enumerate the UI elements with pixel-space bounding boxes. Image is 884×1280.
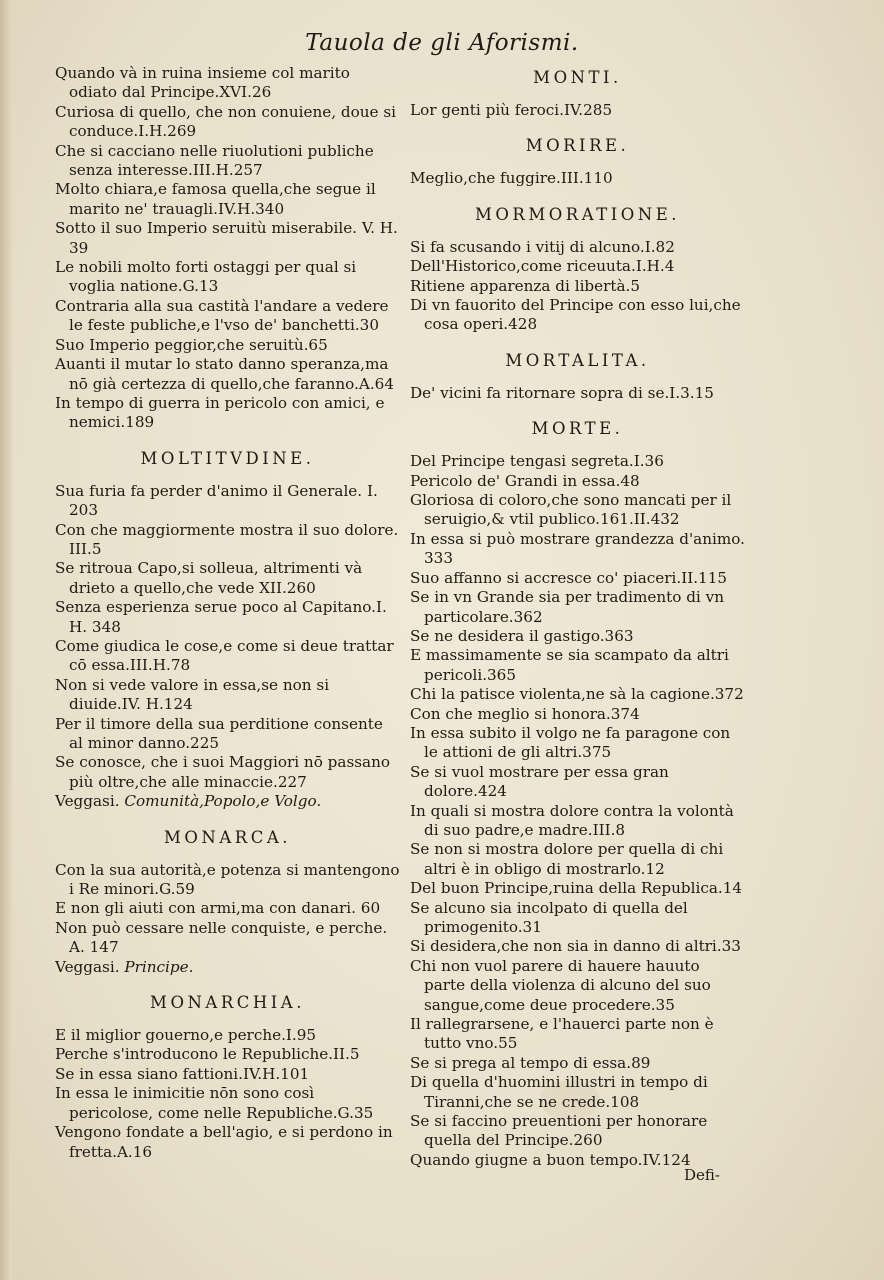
index-entry: Con che meglio si honora.374: [410, 704, 640, 723]
right-column: [410, 64, 745, 1170]
index-entry: Ritiene apparenza di libertà.5: [410, 276, 641, 295]
index-entry: Del Principe tengasi segreta.I.36: [410, 452, 664, 471]
index-entry: Quando giugne a buon tempo.IV.124: [410, 1150, 691, 1169]
index-entry: Perche s'introducono le Republiche.II.5: [55, 1045, 360, 1064]
section-heading: MORTALITA.: [505, 350, 650, 370]
section-heading: MONTI.: [533, 68, 622, 87]
cross-reference-target: Principe.: [124, 957, 194, 976]
section-heading: MORMORATIONE.: [475, 204, 680, 224]
index-entry: Suo affanno si accresce co' piaceri.II.115: [410, 568, 728, 587]
section-heading: MONARCA.: [164, 827, 291, 847]
index-entry: Gloriosa di coloro,che sono mancati per il seruigio,& vtil publico.161.II.432: [410, 491, 732, 529]
index-entry: In quali si mostra dolore contra la volontà di suo padre,e madre.III.8: [410, 801, 734, 839]
index-entry: Non può cessare nelle conquiste, e perche. A. 147: [55, 918, 388, 957]
index-entry: Senza esperienza serue poco al Capitano.I. H. 348: [55, 598, 387, 636]
index-entry: Se in essa siano fattioni.IV.H.101: [55, 1064, 310, 1083]
index-entry: Curiosa di quello, che non conuiene, doue si conduce.I.H.269: [55, 102, 396, 141]
section-heading: MOLTITVDINE.: [140, 448, 315, 468]
index-entry: De' vicini fa ritornare sopra di se.I.3.15: [410, 383, 714, 402]
index-entry: Le nobili molto forti ostaggi per qual si voglia natione.G.13: [55, 258, 357, 296]
index-entry: E non gli aiuti con armi,ma con danari. 60: [55, 899, 381, 918]
left-column: [55, 64, 400, 1162]
index-entry: Vengono fondate a bell'agio, e si perdono in fretta.A.16: [55, 1123, 393, 1161]
index-entry: Che si cacciano nelle riuolutioni publiche senza interesse.III.H.257: [55, 141, 374, 180]
index-entry: Se ne desidera il gastigo.363: [410, 626, 634, 645]
index-entry: Sotto il suo Imperio seruitù miserabile. V. H. 39: [55, 219, 398, 257]
index-entry: Dell'Historico,come riceuuta.I.H.4: [410, 257, 675, 276]
index-entry: Di vn fauorito del Principe con esso lui,che cosa operi.428: [410, 296, 741, 334]
running-title: Tauola de gli Aforismi.: [305, 30, 579, 56]
cross-reference-target: Comunità,Popolo,e Volgo.: [124, 792, 322, 811]
cross-reference-lead: Veggasi.: [55, 957, 125, 976]
index-entry: E massimamente se sia scampato da altri pericoli.365: [410, 646, 729, 684]
index-entry: Si fa scusando i vitij di alcuno.I.82: [410, 237, 675, 256]
index-entry: E il miglior gouerno,e perche.I.95: [55, 1026, 317, 1045]
index-entry: Se ritroua Capo,si solleua, altrimenti và drieto a quello,che vede XII.260: [55, 559, 363, 597]
index-entry: Non si vede valore in essa,se non si diuide.IV. H.124: [55, 675, 330, 714]
index-entry: Come giudica le cose,e come si deue trattar cō essa.III.H.78: [55, 636, 394, 675]
index-entry: Suo Imperio peggior,che seruitù.65: [55, 335, 328, 354]
index-entry: Se in vn Grande sia per tradimento di vn particolare.362: [410, 588, 724, 626]
index-entry: Auanti il mutar lo stato danno speranza,ma nō già certezza di quello,che faranno.A.64: [55, 355, 395, 393]
index-entry: Se alcuno sia incolpato di quella del primogenito.31: [410, 898, 688, 936]
index-entry: Del buon Principe,ruina della Republica.14: [410, 879, 743, 898]
index-entry: Lor genti più feroci.IV.285: [410, 101, 613, 119]
index-entry: Se non si mostra dolore per quella di chi altri è in obligo di mostrarlo.12: [410, 840, 724, 878]
section-heading: MONARCHIA.: [150, 993, 305, 1013]
index-entry: Molto chiara,e famosa quella,che segue il marito ne' trauagli.IV.H.340: [55, 180, 376, 218]
index-entry: Se si faccino preuentioni per honorare quella del Principe.260: [410, 1112, 708, 1150]
index-entry: Chi non vuol parere di hauere hauuto parte della violenza di alcuno del suo sangue,come deue procedere.35: [410, 956, 711, 1014]
index-entry: Sua furia fa perder d'animo il Generale. I. 203: [55, 481, 378, 520]
index-entry: Con la sua autorità,e potenza si mantengono i Re minori.G.59: [55, 860, 400, 899]
index-entry: Pericolo de' Grandi in essa.48: [410, 471, 640, 490]
index-entry: Se conosce, che i suoi Maggiori nō passano più oltre,che alle minaccie.227: [55, 753, 391, 791]
index-entry: Contraria alla sua castità l'andare a vedere le feste publiche,e l'vso de' banchetti.30: [55, 296, 389, 335]
cross-reference: [55, 958, 400, 977]
cross-reference-lead: Veggasi.: [55, 792, 125, 811]
index-entry: Se si prega al tempo di essa.89: [410, 1053, 651, 1072]
catchword: Defi-: [684, 1166, 720, 1184]
index-entry: Chi la patisce violenta,ne sà la cagione.372: [410, 685, 744, 704]
section-heading: MORTE.: [531, 419, 624, 439]
index-entry: Se si vuol mostrare per essa gran dolore.424: [410, 762, 669, 801]
index-entry: In essa si può mostrare grandezza d'animo. 333: [410, 529, 745, 568]
index-entry: In essa subito il volgo ne fa paragone con le attioni de gli altri.375: [410, 723, 731, 762]
index-entry: In tempo di guerra in pericolo con amici, e nemici.189: [55, 393, 385, 432]
index-entry: Di quella d'huomini illustri in tempo di Tiranni,che se ne crede.108: [410, 1073, 708, 1111]
cross-reference: [55, 792, 400, 811]
index-entry: Con che maggiormente mostra il suo dolore. III.5: [55, 520, 399, 558]
index-entry: Il rallegrarsene, e l'hauerci parte non è tutto vno.55: [410, 1015, 714, 1053]
index-entry: Meglio,che fuggire.III.110: [410, 169, 613, 188]
index-entry: Quando và in ruina insieme col marito odiato dal Principe.XVI.26: [55, 64, 350, 102]
section-heading: MORIRE.: [525, 136, 630, 156]
page-edge: [0, 0, 12, 1280]
index-entry: In essa le inimicitie nōn sono così pericolose, come nelle Republiche.G.35: [55, 1084, 374, 1122]
index-entry: Per il timore della sua perditione consente al minor danno.225: [55, 714, 383, 752]
index-entry: Si desidera,che non sia in danno di altri.33: [410, 937, 741, 956]
